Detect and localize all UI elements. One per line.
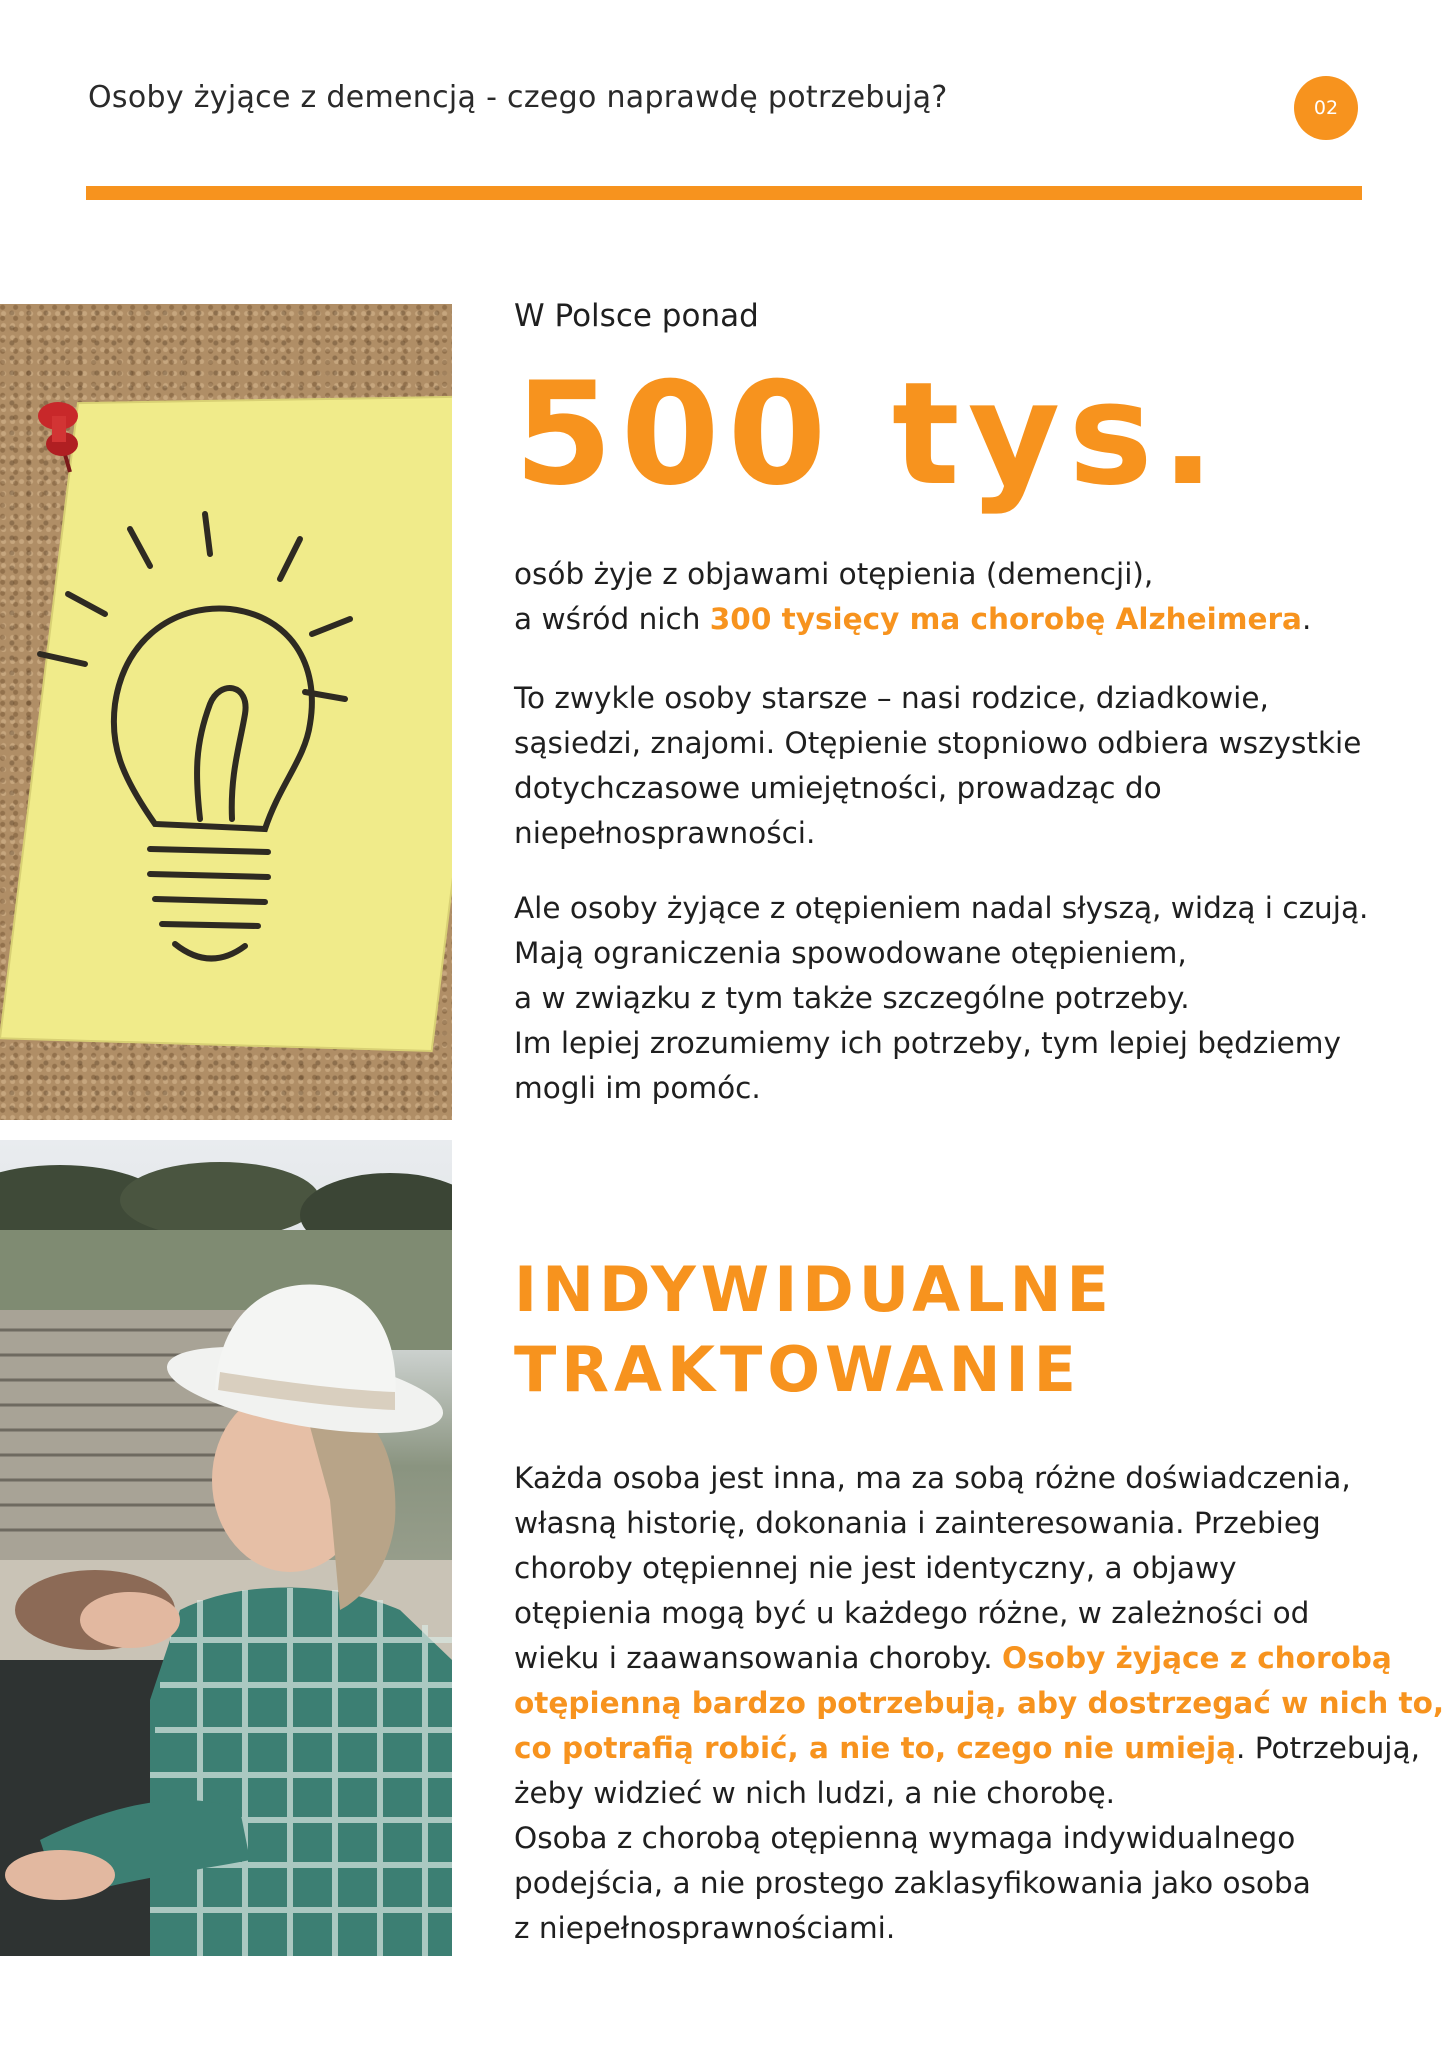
body-line — [514, 1726, 1434, 1771]
key-message-highlight: otępienną bardzo potrzebują, aby dostrzegać w nich to, — [514, 1686, 1445, 1720]
body-line: żeby widzieć w nich ludzi, a nie chorobę. — [514, 1776, 1116, 1810]
body-line: z niepełnosprawnościami. — [514, 1911, 896, 1945]
body-line: otępienia mogą być u każdego różne, w zależności od — [514, 1596, 1310, 1630]
body-line — [514, 1636, 1434, 1681]
body-line: choroby otępiennej nie jest identyczny, a objawy — [514, 1551, 1237, 1585]
body-line: podejścia, a nie prostego zaklasyfikowania jako osoba — [514, 1866, 1311, 1900]
section-heading-line-2: TRAKTOWANIE — [514, 1333, 1081, 1406]
paragraph-line: Mają ograniczenia spowodowane otępieniem, — [514, 936, 1187, 970]
paragraph-line: Ale osoby żyjące z otępieniem nadal słyszą, widzą i czują. — [514, 891, 1369, 925]
document-title: Osoby żyjące z demencją - czego naprawdę potrzebują? — [88, 80, 948, 115]
stat-line-2-prefix: a wśród nich — [514, 602, 710, 636]
key-message-highlight: Osoby żyjące z chorobą — [1002, 1641, 1392, 1675]
alzheimer-highlight: 300 tysięcy ma chorobę Alzheimera — [709, 602, 1302, 636]
body-line: własną historię, dokonania i zainteresowania. Przebieg — [514, 1506, 1321, 1540]
stat-value: 500 tys. — [514, 352, 1223, 517]
paragraph-line: To zwykle osoby starsze – nasi rodzice, dziadkowie, — [514, 681, 1269, 715]
paragraph-line: Im lepiej zrozumiemy ich potrzeby, tym lepiej będziemy — [514, 1026, 1341, 1060]
section-body — [514, 1456, 1445, 1951]
body-line: Każda osoba jest inna, ma za sobą różne doświadczenia, — [514, 1461, 1351, 1495]
stat-line-1: osób żyje z objawami otępienia (demencji), — [514, 557, 1154, 591]
stat-description — [514, 552, 1434, 642]
paragraph-line: a w związku z tym także szczególne potrzeby. — [514, 981, 1190, 1015]
paragraph-line: dotychczasowe umiejętności, prowadząc do — [514, 771, 1162, 805]
elderly-woman-photo — [0, 1140, 452, 1956]
header-divider — [86, 186, 1362, 200]
paragraph-line: mogli im pomóc. — [514, 1071, 761, 1105]
paragraph-line: niepełnosprawności. — [514, 816, 816, 850]
body-line-5-prefix: wieku i zaawansowania choroby. — [514, 1641, 1003, 1675]
paragraph-elderly — [514, 676, 1434, 856]
section-heading-line-1: INDYWIDUALNE — [514, 1253, 1114, 1326]
body-line: Osoba z chorobą otępienną wymaga indywidualnego — [514, 1821, 1296, 1855]
stat-line-2 — [514, 597, 1434, 642]
body-line-7-suffix: . Potrzebują, — [1236, 1731, 1420, 1765]
sticky-note-lightbulb-photo — [0, 304, 452, 1120]
stat-intro: W Polsce ponad — [514, 298, 759, 334]
stat-line-2-suffix: . — [1301, 602, 1312, 636]
paragraph-needs — [514, 886, 1434, 1111]
section-heading — [514, 1250, 1434, 1410]
key-message-highlight: co potrafią robić, a nie to, czego nie umieją — [514, 1731, 1237, 1765]
page-number-badge: 02 — [1294, 76, 1358, 140]
paragraph-line: sąsiedzi, znajomi. Otępienie stopniowo odbiera wszystkie — [514, 726, 1362, 760]
